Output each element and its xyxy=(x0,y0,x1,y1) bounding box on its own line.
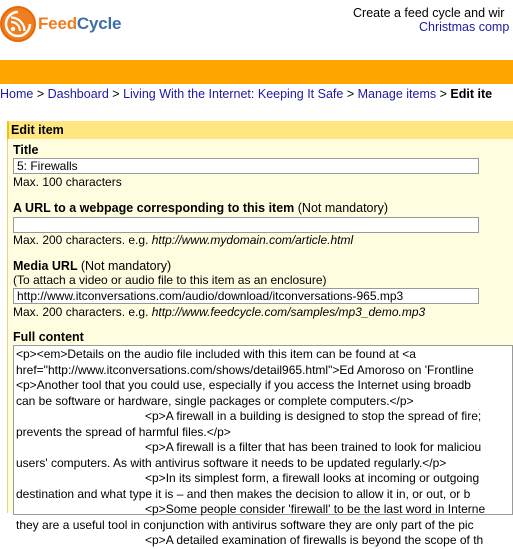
content-line: <p>Some people consider 'firewall' to be the last word in Interne xyxy=(145,502,486,516)
breadcrumb-separator: > xyxy=(36,87,45,101)
url-input[interactable] xyxy=(13,217,479,233)
media-label xyxy=(13,259,171,273)
media-sub-hint: (To attach a video or audio file to this item as an enclosure) xyxy=(13,273,327,287)
feedcycle-logo[interactable] xyxy=(0,4,121,44)
url-label-note: (Not mandatory) xyxy=(297,201,389,215)
content-line: <p>A firewall is a filter that has been trained to look for maliciou xyxy=(145,440,482,454)
url-hint xyxy=(13,233,353,247)
url-hint-example: http://www.mydomain.com/article.html xyxy=(151,233,354,247)
media-label-text: Media URL xyxy=(13,259,78,273)
title-input[interactable]: 5: Firewalls xyxy=(13,158,479,174)
logo-text-cycle: Cycle xyxy=(76,14,122,33)
media-label-note: (Not mandatory) xyxy=(80,259,172,273)
content-line: can be software or hardware, single packages or complete computers.</p> xyxy=(16,393,414,408)
content-line: <p>A firewall in a building is designed to stop the spread of fire; xyxy=(145,409,482,423)
breadcrumb-separator: > xyxy=(112,87,120,101)
content-line: prevents the spread of harmful files.</p> xyxy=(16,424,231,439)
url-label-text: A URL to a webpage corresponding to this item xyxy=(13,201,295,215)
promo-link[interactable]: Christmas comp xyxy=(419,20,510,34)
media-input[interactable]: http://www.itconversations.com/audio/download/itconversations-965.mp3 xyxy=(13,288,479,304)
logo-wordmark xyxy=(38,14,121,34)
media-hint-prefix: Max. 200 characters. e.g. xyxy=(13,305,152,319)
breadcrumb-home[interactable]: Home xyxy=(0,87,34,101)
media-hint-example: http://www.feedcycle.com/samples/mp3_demo.mp3 xyxy=(151,305,426,319)
media-hint xyxy=(13,305,425,319)
nav-bar xyxy=(0,60,513,84)
content-label: Full content xyxy=(13,330,84,344)
content-textarea[interactable] xyxy=(13,345,513,547)
breadcrumb-separator: > xyxy=(439,87,447,101)
content-line: <p>In its simplest form, a firewall looks at incoming or outgoing xyxy=(145,471,480,485)
promo-banner xyxy=(353,6,509,34)
title-hint: Max. 100 characters xyxy=(13,175,122,189)
content-line: <p><em>Details on the audio file included with this item can be found at <a xyxy=(16,347,416,361)
panel-title: Edit item xyxy=(7,121,513,139)
title-label: Title xyxy=(13,143,39,157)
content-line: <p>A detailed examination of firewalls is beyond the scope of th xyxy=(145,533,484,547)
breadcrumb-dashboard[interactable]: Dashboard xyxy=(47,87,109,101)
breadcrumb-feed[interactable]: Living With the Internet: Keeping It Safe xyxy=(123,87,344,101)
url-label xyxy=(13,201,388,215)
rss-cycle-icon xyxy=(0,6,36,42)
content-line: destination and what type it is – and then makes the decision to allow it in, or out, or b xyxy=(16,486,471,501)
url-hint-prefix: Max. 200 characters. e.g. xyxy=(13,233,152,247)
logo-text-feed: Feed xyxy=(38,14,77,33)
breadcrumb-current: Edit ite xyxy=(450,87,493,101)
breadcrumb-manage-items[interactable]: Manage items xyxy=(357,87,437,101)
breadcrumb xyxy=(0,87,492,101)
promo-line-1: Create a feed cycle and wir xyxy=(353,6,505,20)
content-line: <p>Another tool that you could use, especially if you access the Internet using broadb xyxy=(16,378,471,392)
breadcrumb-separator: > xyxy=(346,87,355,101)
content-line: they are a useful tool in conjunction with antivirus software they are only part of the pic xyxy=(16,517,474,532)
content-line: users' computers. As with antivirus software it needs to be updated regularly.</p> xyxy=(16,455,447,470)
content-line: href="http://www.itconversations.com/shows/detail965.html">Ed Amoroso on 'Frontline xyxy=(16,362,474,377)
